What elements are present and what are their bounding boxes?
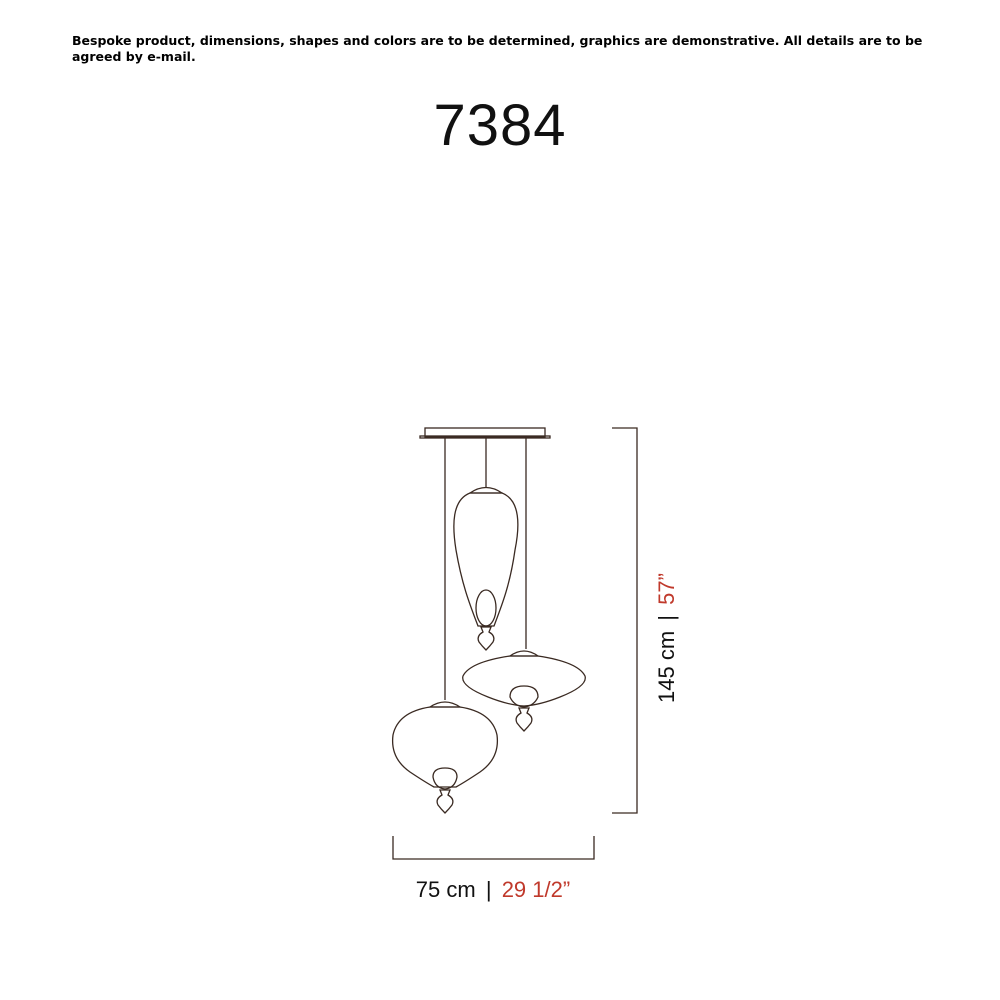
width-dimension-line xyxy=(393,836,594,859)
height-separator: | xyxy=(654,614,679,621)
height-label xyxy=(654,573,679,703)
width-label xyxy=(416,877,570,902)
lamp-elongated xyxy=(454,488,518,651)
width-imperial: 29 1/2” xyxy=(501,877,571,902)
disclaimer-text: Bespoke product, dimensions, shapes and colors are to be determined, graphics are demonstrative. All details are to be agreed by e-mail. xyxy=(72,33,923,64)
model-number: 7384 xyxy=(433,93,567,158)
lamp-bowl xyxy=(393,702,498,813)
ceiling-canopy xyxy=(420,428,550,438)
width-separator: | xyxy=(485,877,492,902)
height-imperial: 57” xyxy=(654,573,679,605)
lamp-saucer xyxy=(463,651,586,731)
height-dimension-line xyxy=(612,428,637,813)
width-metric: 75 cm xyxy=(415,877,476,902)
height-metric: 145 cm xyxy=(654,630,679,703)
